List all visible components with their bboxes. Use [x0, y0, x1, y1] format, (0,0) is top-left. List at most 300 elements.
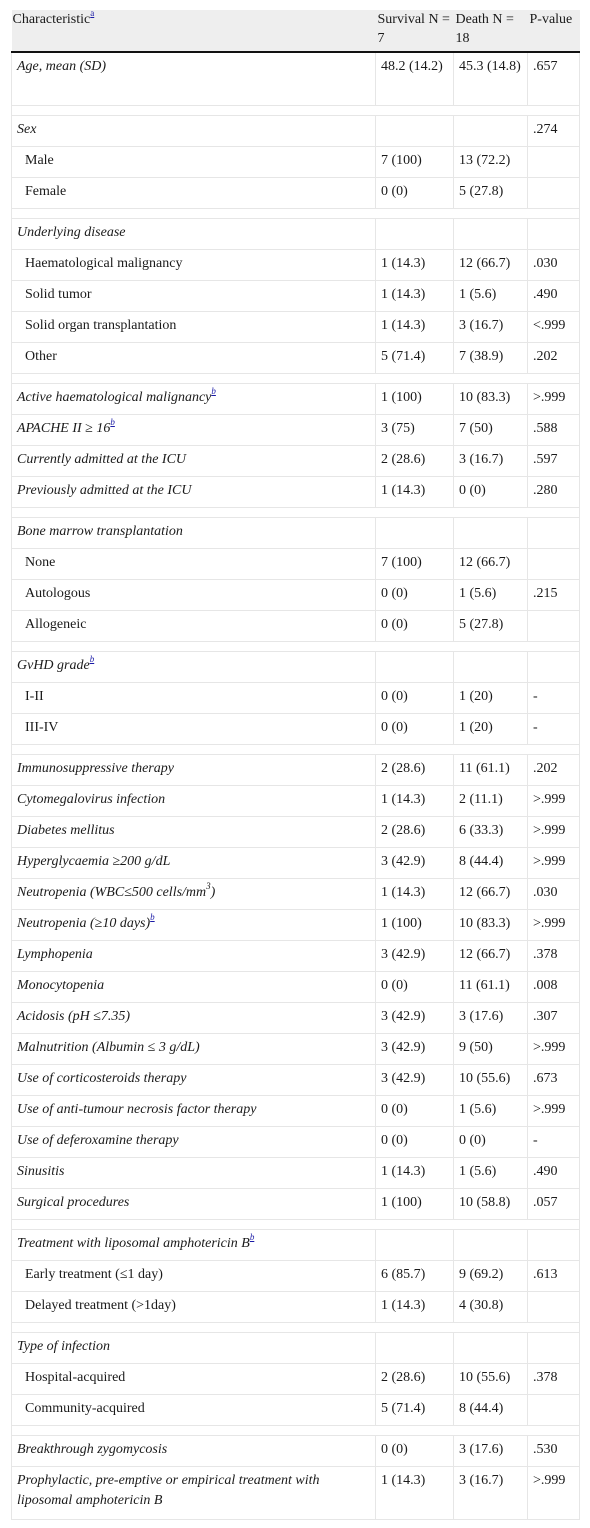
death-cell: 10 (58.8)	[454, 1189, 528, 1220]
survival-cell: 1 (14.3)	[376, 281, 454, 312]
row-label-text: I-II	[25, 689, 44, 704]
row-label-text: Use of corticosteroids therapy	[17, 1071, 187, 1086]
death-cell: 5 (27.8)	[454, 611, 528, 642]
survival-cell: 1 (14.3)	[376, 250, 454, 281]
row-label-text: Delayed treatment (>1day)	[25, 1298, 176, 1313]
footnote-b-link[interactable]: b	[89, 654, 95, 665]
row-label	[12, 879, 376, 910]
footnote-marker[interactable]	[110, 417, 115, 427]
survival-cell: 0 (0)	[376, 972, 454, 1003]
row-label-text: Solid tumor	[25, 287, 92, 302]
row-label	[12, 1189, 376, 1220]
row-label-text: Prophylactic, pre-emptive or empirical treatment with liposomal amphotericin B	[17, 1473, 320, 1508]
header-pvalue: P-value	[528, 10, 580, 52]
table-row	[12, 1333, 580, 1364]
row-label	[12, 518, 376, 549]
survival-cell	[376, 116, 454, 147]
survival-cell: 1 (100)	[376, 384, 454, 415]
survival-cell: 3 (42.9)	[376, 941, 454, 972]
table-row	[12, 1292, 580, 1323]
table-row	[12, 714, 580, 745]
pvalue-cell	[528, 219, 580, 250]
pvalue-cell	[528, 611, 580, 642]
row-label-text: Community-acquired	[25, 1401, 145, 1416]
survival-cell: 0 (0)	[376, 683, 454, 714]
pvalue-cell: >.999	[528, 786, 580, 817]
row-label	[12, 1065, 376, 1096]
spacer-cell	[12, 1426, 580, 1436]
table-row	[12, 817, 580, 848]
death-cell	[454, 116, 528, 147]
table-row	[12, 477, 580, 508]
table-row	[12, 1127, 580, 1158]
survival-cell: 7 (100)	[376, 147, 454, 178]
row-label-text: Type of infection	[17, 1339, 111, 1354]
pvalue-cell: .280	[528, 477, 580, 508]
pvalue-cell: .490	[528, 281, 580, 312]
row-label-text: III-IV	[25, 720, 59, 735]
row-label	[12, 611, 376, 642]
survival-cell: 2 (28.6)	[376, 446, 454, 477]
row-label	[12, 1292, 376, 1323]
footnote-marker[interactable]	[150, 912, 155, 922]
row-label	[12, 384, 376, 415]
survival-cell: 0 (0)	[376, 580, 454, 611]
survival-cell	[376, 1333, 454, 1364]
pvalue-cell: <.999	[528, 312, 580, 343]
table-row	[12, 1467, 580, 1520]
death-cell: 10 (83.3)	[454, 910, 528, 941]
death-cell: 6 (33.3)	[454, 817, 528, 848]
header-survival: Survival N = 7	[376, 10, 454, 52]
row-label	[12, 219, 376, 250]
row-label	[12, 1333, 376, 1364]
survival-cell: 1 (100)	[376, 910, 454, 941]
row-label-text: Solid organ transplantation	[25, 318, 177, 333]
row-label-text: Active haematological malignancy	[17, 390, 212, 405]
pvalue-cell: .057	[528, 1189, 580, 1220]
spacer-cell	[12, 508, 580, 518]
survival-cell: 1 (14.3)	[376, 477, 454, 508]
row-label	[12, 52, 376, 106]
row-label-text: Allogeneic	[25, 617, 87, 632]
row-label	[12, 1034, 376, 1065]
death-cell: 3 (16.7)	[454, 1467, 528, 1520]
table-row	[12, 312, 580, 343]
survival-cell: 1 (14.3)	[376, 1292, 454, 1323]
death-cell: 9 (69.2)	[454, 1261, 528, 1292]
table-row	[12, 1096, 580, 1127]
row-label	[12, 1127, 376, 1158]
row-label	[12, 1261, 376, 1292]
survival-cell: 0 (0)	[376, 714, 454, 745]
row-label-text: None	[25, 555, 56, 570]
header-death: Death N = 18	[454, 10, 528, 52]
pvalue-cell: .378	[528, 1364, 580, 1395]
row-label-text: Sinusitis	[17, 1164, 65, 1179]
death-cell: 12 (66.7)	[454, 250, 528, 281]
survival-cell: 3 (42.9)	[376, 1003, 454, 1034]
pvalue-cell: -	[528, 714, 580, 745]
table-row	[12, 1034, 580, 1065]
spacer-cell	[12, 1323, 580, 1333]
death-cell: 12 (66.7)	[454, 549, 528, 580]
survival-cell: 3 (42.9)	[376, 1065, 454, 1096]
row-label-text: Haematological malignancy	[25, 256, 183, 271]
pvalue-cell: >.999	[528, 910, 580, 941]
table-row	[12, 652, 580, 683]
survival-cell: 0 (0)	[376, 1127, 454, 1158]
table-row	[12, 786, 580, 817]
death-cell: 12 (66.7)	[454, 879, 528, 910]
pvalue-cell: .030	[528, 879, 580, 910]
table-row	[12, 1261, 580, 1292]
footnote-b-link[interactable]: b	[211, 386, 216, 397]
row-label	[12, 1003, 376, 1034]
row-label-text: Female	[25, 184, 67, 199]
table-row	[12, 611, 580, 642]
row-label	[12, 910, 376, 941]
death-cell: 3 (17.6)	[454, 1436, 528, 1467]
survival-cell: 1 (14.3)	[376, 879, 454, 910]
survival-cell: 1 (14.3)	[376, 1467, 454, 1520]
row-label	[12, 250, 376, 281]
pvalue-cell: >.999	[528, 1096, 580, 1127]
death-cell: 2 (11.1)	[454, 786, 528, 817]
row-label	[12, 714, 376, 745]
row-label-text: Monocytopenia	[17, 978, 105, 993]
pvalue-cell: .490	[528, 1158, 580, 1189]
survival-cell: 0 (0)	[376, 178, 454, 209]
row-label-text: GvHD grade	[17, 658, 90, 673]
row-label-text: Neutropenia (≥10 days)	[17, 916, 151, 931]
pvalue-cell: >.999	[528, 817, 580, 848]
table-row	[12, 52, 580, 106]
group-spacer	[12, 374, 580, 384]
table-row	[12, 147, 580, 178]
death-cell: 4 (30.8)	[454, 1292, 528, 1323]
row-label	[12, 415, 376, 446]
pvalue-cell: .202	[528, 343, 580, 374]
death-cell: 7 (38.9)	[454, 343, 528, 374]
survival-cell: 1 (14.3)	[376, 786, 454, 817]
header-characteristic	[12, 10, 376, 52]
death-cell: 5 (27.8)	[454, 178, 528, 209]
row-label-text: Male	[25, 153, 54, 168]
pvalue-cell	[528, 1333, 580, 1364]
death-cell: 3 (16.7)	[454, 446, 528, 477]
pvalue-cell: -	[528, 1127, 580, 1158]
survival-cell: 1 (14.3)	[376, 312, 454, 343]
row-label-text: Use of anti-tumour necrosis factor therapy	[17, 1102, 257, 1117]
death-cell	[454, 1333, 528, 1364]
death-cell: 8 (44.4)	[454, 1395, 528, 1426]
survival-cell: 3 (75)	[376, 415, 454, 446]
pvalue-cell: .215	[528, 580, 580, 611]
row-label	[12, 972, 376, 1003]
pvalue-cell	[528, 549, 580, 580]
death-cell: 10 (83.3)	[454, 384, 528, 415]
characteristics-table	[11, 10, 580, 1520]
row-label-text: Cytomegalovirus infection	[17, 792, 166, 807]
death-cell: 8 (44.4)	[454, 848, 528, 879]
row-label	[12, 941, 376, 972]
row-label-text: Early treatment (≤1 day)	[25, 1267, 163, 1282]
pvalue-cell	[528, 652, 580, 683]
survival-cell: 5 (71.4)	[376, 343, 454, 374]
pvalue-cell: .530	[528, 1436, 580, 1467]
death-cell: 1 (20)	[454, 683, 528, 714]
row-label-text: Diabetes mellitus	[17, 823, 115, 838]
table-row	[12, 755, 580, 786]
table-row	[12, 116, 580, 147]
row-label	[12, 477, 376, 508]
row-label-text: Currently admitted at the ICU	[17, 452, 187, 467]
row-label-text: Immunosuppressive therapy	[17, 761, 174, 776]
row-label	[12, 652, 376, 683]
row-label-text: Surgical procedures	[17, 1195, 130, 1210]
pvalue-cell	[528, 1230, 580, 1261]
pvalue-cell: .597	[528, 446, 580, 477]
table-row	[12, 415, 580, 446]
table-row	[12, 219, 580, 250]
row-label-text: Other	[25, 349, 57, 364]
row-label-text: Hospital-acquired	[25, 1370, 126, 1385]
group-spacer	[12, 508, 580, 518]
table-row	[12, 518, 580, 549]
row-label	[12, 848, 376, 879]
row-label	[12, 1096, 376, 1127]
footnote-b-link[interactable]: b	[150, 912, 155, 923]
table-row	[12, 910, 580, 941]
table-row	[12, 683, 580, 714]
pvalue-cell: .613	[528, 1261, 580, 1292]
death-cell: 1 (5.6)	[454, 281, 528, 312]
row-label-text: APACHE II ≥ 16	[17, 421, 111, 436]
spacer-cell	[12, 374, 580, 384]
pvalue-cell: -	[528, 683, 580, 714]
table-row	[12, 446, 580, 477]
table-row	[12, 941, 580, 972]
footnote-marker[interactable]	[250, 1232, 255, 1242]
pvalue-cell: >.999	[528, 1467, 580, 1520]
row-label-text: Bone marrow transplantation	[17, 524, 183, 539]
survival-cell: 7 (100)	[376, 549, 454, 580]
death-cell: 7 (50)	[454, 415, 528, 446]
superscript: 3	[206, 881, 211, 892]
row-label-text: Acidosis (pH ≤7.35)	[17, 1009, 131, 1024]
table-row	[12, 1230, 580, 1261]
row-label	[12, 281, 376, 312]
row-label	[12, 549, 376, 580]
group-spacer	[12, 642, 580, 652]
row-label-text: Malnutrition (Albumin ≤ 3 g/dL)	[17, 1040, 200, 1055]
group-spacer	[12, 1220, 580, 1230]
pvalue-cell	[528, 1395, 580, 1426]
pvalue-cell: .202	[528, 755, 580, 786]
footnote-b-link[interactable]: b	[249, 1232, 255, 1243]
group-spacer	[12, 1323, 580, 1333]
pvalue-cell: .657	[528, 52, 580, 106]
death-cell: 45.3 (14.8)	[454, 52, 528, 106]
death-cell: 13 (72.2)	[454, 147, 528, 178]
death-cell	[454, 652, 528, 683]
spacer-cell	[12, 1220, 580, 1230]
footnote-marker[interactable]	[90, 654, 95, 664]
row-label-text: Age, mean (SD)	[17, 59, 107, 74]
pvalue-cell: .030	[528, 250, 580, 281]
pvalue-cell	[528, 1292, 580, 1323]
group-spacer	[12, 1426, 580, 1436]
row-label	[12, 1364, 376, 1395]
table-row	[12, 1158, 580, 1189]
table-row	[12, 343, 580, 374]
spacer-cell	[12, 209, 580, 219]
data-table-container	[11, 10, 579, 1520]
row-label	[12, 1395, 376, 1426]
pvalue-cell: >.999	[528, 384, 580, 415]
pvalue-cell: .307	[528, 1003, 580, 1034]
row-label	[12, 178, 376, 209]
death-cell: 0 (0)	[454, 1127, 528, 1158]
row-label-text: Autologous	[25, 586, 91, 601]
row-label	[12, 1467, 376, 1520]
death-cell: 10 (55.6)	[454, 1364, 528, 1395]
row-label	[12, 312, 376, 343]
row-label	[12, 786, 376, 817]
row-label-text: Sex	[17, 122, 37, 137]
row-label	[12, 1436, 376, 1467]
pvalue-cell: .008	[528, 972, 580, 1003]
death-cell	[454, 219, 528, 250]
group-spacer	[12, 106, 580, 116]
header-characteristic-label: Characteristic	[12, 12, 91, 27]
pvalue-cell	[528, 147, 580, 178]
row-label-text: Neutropenia (WBC≤500 cells/mm	[17, 885, 207, 900]
survival-cell: 1 (100)	[376, 1189, 454, 1220]
pvalue-cell: >.999	[528, 1034, 580, 1065]
row-label-tail: )	[210, 885, 216, 900]
spacer-cell	[12, 745, 580, 755]
row-label-text: Treatment with liposomal amphotericin B	[17, 1236, 250, 1251]
table-row	[12, 178, 580, 209]
survival-cell	[376, 1230, 454, 1261]
survival-cell: 1 (14.3)	[376, 1158, 454, 1189]
table-row	[12, 580, 580, 611]
death-cell	[454, 1230, 528, 1261]
row-label-text: Underlying disease	[17, 225, 126, 240]
table-row	[12, 972, 580, 1003]
group-spacer	[12, 745, 580, 755]
footnote-marker[interactable]	[211, 386, 216, 396]
row-label-text: Hyperglycaemia ≥200 g/dL	[17, 854, 171, 869]
death-cell: 11 (61.1)	[454, 972, 528, 1003]
row-label	[12, 343, 376, 374]
death-cell: 9 (50)	[454, 1034, 528, 1065]
row-label	[12, 683, 376, 714]
survival-cell: 6 (85.7)	[376, 1261, 454, 1292]
row-label	[12, 147, 376, 178]
table-row	[12, 848, 580, 879]
death-cell: 1 (5.6)	[454, 1158, 528, 1189]
survival-cell: 5 (71.4)	[376, 1395, 454, 1426]
survival-cell: 0 (0)	[376, 1436, 454, 1467]
table-row	[12, 1395, 580, 1426]
footnote-a-link[interactable]: a	[90, 8, 95, 19]
table-row	[12, 1436, 580, 1467]
survival-cell	[376, 219, 454, 250]
row-label-text: Lymphopenia	[17, 947, 93, 962]
table-row	[12, 1364, 580, 1395]
pvalue-cell: .378	[528, 941, 580, 972]
survival-cell: 2 (28.6)	[376, 755, 454, 786]
table-row	[12, 1065, 580, 1096]
survival-cell: 3 (42.9)	[376, 848, 454, 879]
death-cell	[454, 518, 528, 549]
survival-cell: 2 (28.6)	[376, 1364, 454, 1395]
pvalue-cell	[528, 178, 580, 209]
spacer-cell	[12, 106, 580, 116]
survival-cell	[376, 518, 454, 549]
death-cell: 11 (61.1)	[454, 755, 528, 786]
pvalue-cell: .274	[528, 116, 580, 147]
death-cell: 1 (5.6)	[454, 1096, 528, 1127]
survival-cell: 0 (0)	[376, 611, 454, 642]
row-label	[12, 1158, 376, 1189]
death-cell: 0 (0)	[454, 477, 528, 508]
survival-cell: 0 (0)	[376, 1096, 454, 1127]
pvalue-cell: >.999	[528, 848, 580, 879]
survival-cell: 48.2 (14.2)	[376, 52, 454, 106]
row-label-text: Previously admitted at the ICU	[17, 483, 192, 498]
spacer-cell	[12, 642, 580, 652]
table-row	[12, 281, 580, 312]
table-row	[12, 879, 580, 910]
group-spacer	[12, 209, 580, 219]
pvalue-cell: .673	[528, 1065, 580, 1096]
row-label	[12, 817, 376, 848]
table-header	[12, 10, 580, 52]
table-body	[12, 52, 580, 1520]
survival-cell: 3 (42.9)	[376, 1034, 454, 1065]
header-footnote-a[interactable]	[90, 8, 94, 18]
pvalue-cell: .588	[528, 415, 580, 446]
row-label	[12, 1230, 376, 1261]
table-row	[12, 250, 580, 281]
pvalue-cell	[528, 518, 580, 549]
table-row	[12, 1003, 580, 1034]
row-label-text: Use of deferoxamine therapy	[17, 1133, 179, 1148]
death-cell: 1 (5.6)	[454, 580, 528, 611]
death-cell: 10 (55.6)	[454, 1065, 528, 1096]
table-row	[12, 1189, 580, 1220]
row-label	[12, 116, 376, 147]
death-cell: 1 (20)	[454, 714, 528, 745]
survival-cell: 2 (28.6)	[376, 817, 454, 848]
death-cell: 12 (66.7)	[454, 941, 528, 972]
table-row	[12, 549, 580, 580]
death-cell: 3 (16.7)	[454, 312, 528, 343]
row-label	[12, 446, 376, 477]
header-row	[12, 10, 580, 52]
table-row	[12, 384, 580, 415]
death-cell: 3 (17.6)	[454, 1003, 528, 1034]
footnote-b-link[interactable]: b	[110, 417, 115, 428]
row-label	[12, 580, 376, 611]
row-label-text: Breakthrough zygomycosis	[17, 1442, 168, 1457]
row-label	[12, 755, 376, 786]
survival-cell	[376, 652, 454, 683]
